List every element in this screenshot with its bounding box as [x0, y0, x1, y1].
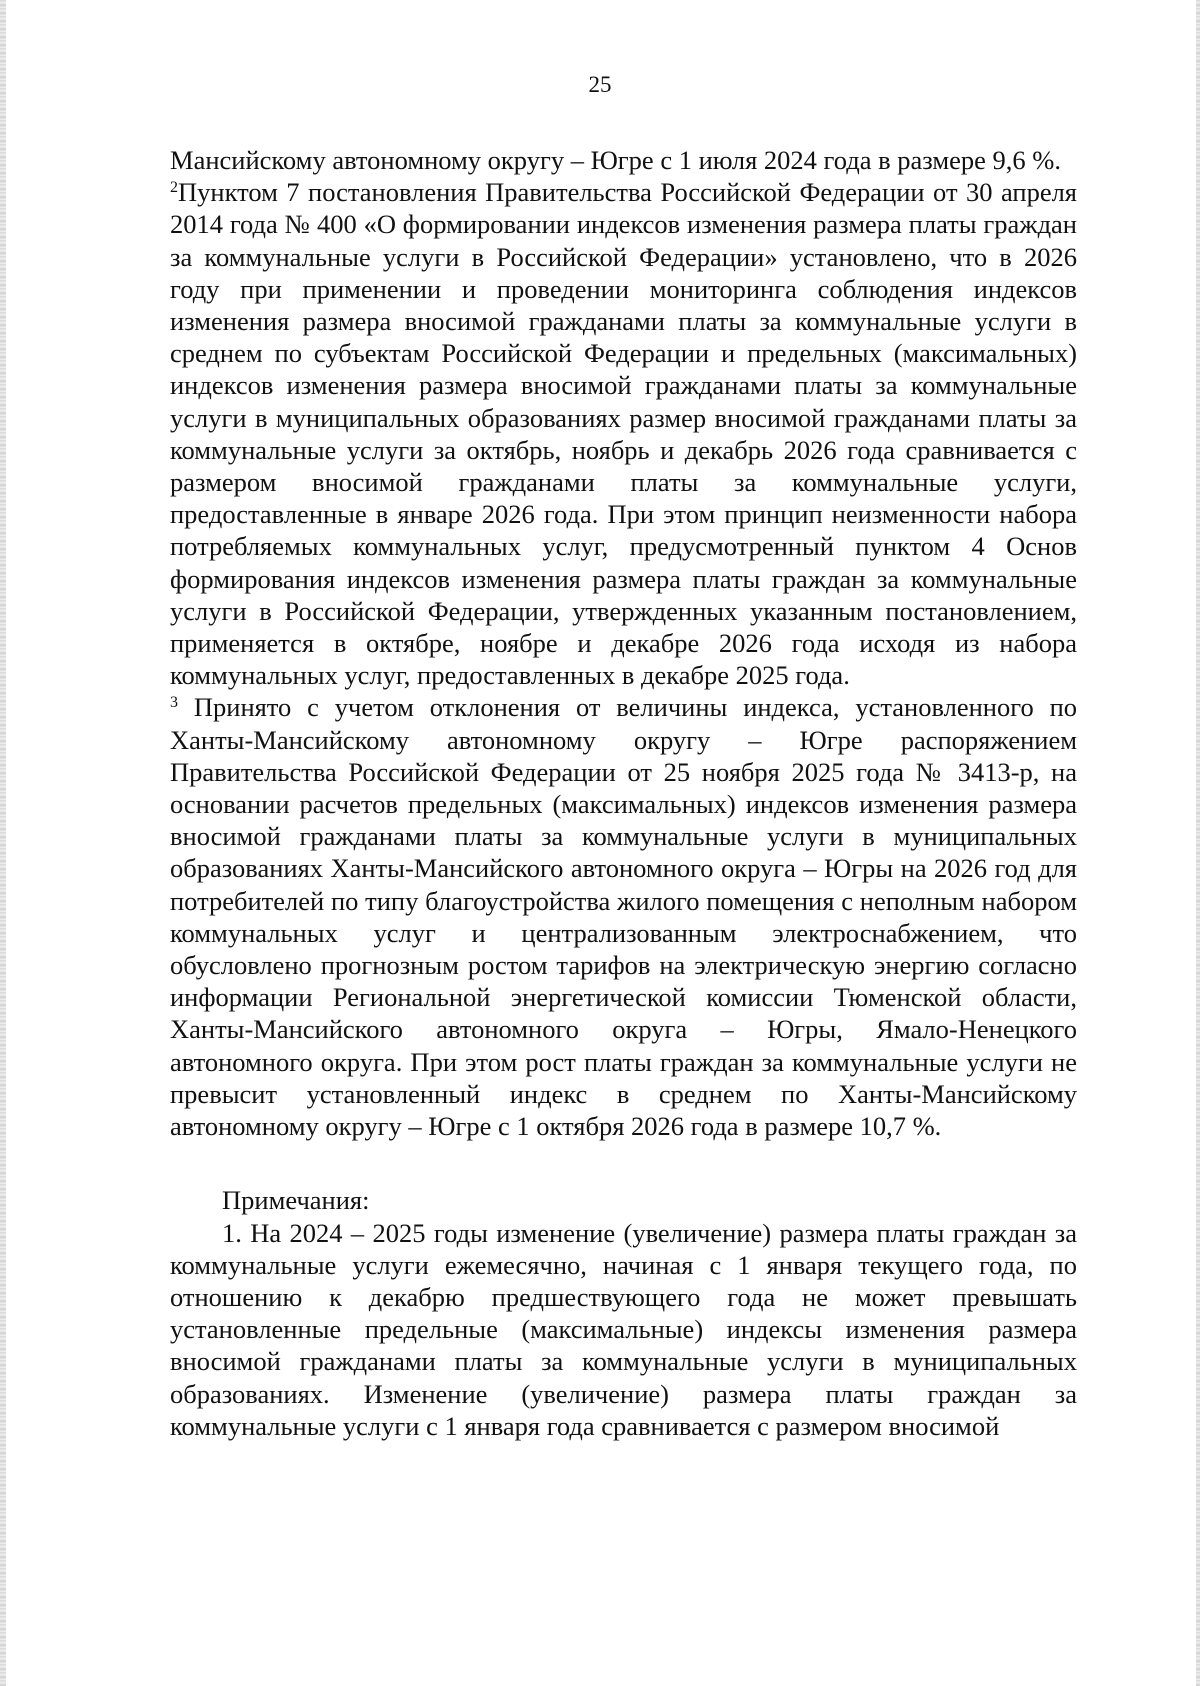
footnote-2 [170, 176, 1077, 691]
footnote-text: Принято с учетом отклонения от величины индекса, установленного по Ханты-Мансийскому автономному округу – Югре распоряжением Правительства Российской Федерации от 25 ноября 2025 года № 3413-р, на основании расчетов предельных (максимальных) индексов изменения размера вносимой гражданами платы за коммунальные услуги в муниципальных образованиях Ханты-Мансийского автономного округа – Югры на 2026 год для потребителей по типу благоустройства жилого помещения с неполным набором коммунальных услуг и централизованным электроснабжением, что обусловлено прогнозным ростом тарифов на электрическую энергию согласно информации Региональной энергетической комиссии Тюменской области, Ханты-Мансийского автономного округа – Югры, Ямало-Ненецкого автономного округа. При этом рост платы граждан за коммунальные услуги не превысит установленный индекс в среднем по Ханты-Мансийскому автономному округу – Югре с 1 октября 2026 года в размере 10,7 %. [170, 692, 1077, 1142]
page-number: 25 [588, 72, 612, 97]
note-item: 1. На 2024 – 2025 годы изменение (увеличение) размера платы граждан за коммунальные услуги ежемесячно, начиная с 1 января текущего года, по отношению к декабрю предшествующего года не может превышать установленные предельные (максимальные) индексы изменения размера вносимой гражданами платы за коммунальные услуги в муниципальных образованиях. Изменение (увеличение) размера платы граждан за коммунальные услуги с 1 января года сравнивается с размером вносимой [170, 1217, 1077, 1441]
paragraph-continuation [170, 144, 1077, 176]
scan-right-edge [1196, 0, 1200, 1686]
document-body [170, 144, 1077, 1442]
footnote-text: Пунктом 7 постановления Правительства Российской Федерации от 30 апреля 2014 года № 400 «О формировании индексов изменения размера платы граждан за коммунальные услуги в Российской Федерации» установлено, что в 2026 году при применении и проведении мониторинга соблюдения индексов изменения размера вносимой гражданами платы за коммунальные услуги в среднем по субъектам Российской Федерации и предельных (максимальных) индексов изменения размера вносимой гражданами платы за коммунальные услуги в муниципальных образованиях размер вносимой гражданами платы за коммунальные услуги за октябрь, ноябрь и декабрь 2026 года сравнивается с размером вносимой гражданами платы за коммунальные услуги, предоставленные в январе 2026 года. При этом принцип неизменности набора потребляемых коммунальных услуг, предусмотренный пунктом 4 Основ формирования индексов изменения размера платы граждан за коммунальные услуги в Российской Федерации, утвержденных указанным постановлением, применяется в октябре, ноябре и декабре 2026 года исходя из набора коммунальных услуг, предоставленных в декабре 2025 года. [170, 177, 1077, 691]
footnote-3 [170, 691, 1077, 1142]
footnote-marker: 2 [170, 179, 178, 197]
footnote-marker: 3 [170, 694, 178, 712]
paragraph-text: Мансийскому автономному округу – Югре с 1 июля 2024 года в размере 9,6 %. [170, 145, 1061, 175]
scan-left-edge [0, 0, 6, 1686]
section-gap [170, 1142, 1077, 1184]
notes-heading: Примечания: [222, 1185, 370, 1216]
